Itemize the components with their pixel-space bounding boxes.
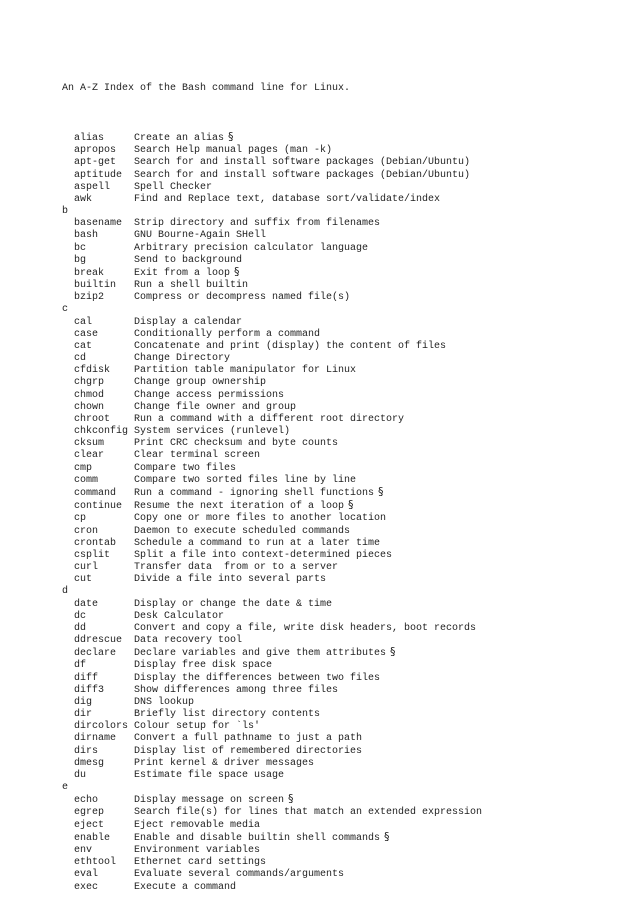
command-description: Conditionally perform a command — [134, 328, 321, 340]
command-entry — [62, 414, 482, 426]
command-name: dd — [74, 622, 87, 634]
command-name: chkconfig — [74, 426, 129, 438]
command-entry — [62, 513, 482, 525]
command-name: aptitude — [74, 169, 123, 181]
command-entry — [62, 402, 482, 414]
command-name: eject — [74, 819, 105, 831]
command-description: Arbitrary precision calculator language — [134, 242, 369, 254]
command-entry — [62, 820, 482, 832]
command-description: Convert a full pathname to just a path — [134, 733, 363, 745]
command-description: Change file owner and group — [134, 401, 297, 413]
command-description: Divide a file into several parts — [134, 574, 327, 586]
command-entry — [62, 721, 482, 733]
command-name: env — [74, 844, 93, 856]
command-entry — [62, 829, 482, 845]
command-description: Show differences among three files — [134, 684, 339, 696]
command-name: echo — [74, 795, 99, 807]
command-name: alias — [74, 133, 105, 145]
command-description: Compare two files — [134, 462, 237, 474]
command-entry — [62, 526, 482, 538]
command-entry — [62, 758, 482, 770]
command-name: chgrp — [74, 377, 105, 389]
command-description: Strip directory and suffix from filenames — [134, 218, 381, 230]
command-name: apt-get — [74, 157, 117, 169]
command-description: Enable and disable builtin shell commands — [134, 832, 381, 844]
command-name: chmod — [74, 389, 105, 401]
command-description: Exit from a loop — [134, 267, 231, 279]
command-name: chown — [74, 401, 105, 413]
command-description: Briefly list directory contents — [134, 709, 321, 721]
command-description: Run a shell builtin — [134, 280, 249, 292]
command-description: Copy one or more files to another location — [134, 513, 387, 525]
command-name: dircolors — [74, 721, 129, 733]
command-description: Run a command - ignoring shell functions — [134, 488, 375, 499]
document-title: An A-Z Index of the Bash command line for Linux. — [62, 83, 351, 95]
command-name: aspell — [74, 181, 111, 193]
command-name: crontab — [74, 537, 117, 549]
command-description: Colour setup for `ls' — [134, 721, 261, 733]
command-entry — [62, 709, 482, 721]
command-entry — [62, 882, 482, 894]
section-letter: e — [62, 782, 69, 794]
command-description: Print CRC checksum and byte counts — [134, 438, 339, 450]
command-description: Search for and install software packages (Debian/Ubuntu) — [134, 169, 471, 181]
command-entry — [62, 550, 482, 562]
builtin-marker-icon: § — [384, 829, 390, 843]
command-entry — [62, 132, 482, 145]
command-entry — [62, 218, 482, 230]
command-entry — [62, 660, 482, 672]
command-name: exec — [74, 881, 99, 893]
command-description: Display free disk space — [134, 660, 273, 672]
command-name: ethtool — [74, 857, 117, 869]
command-name: curl — [74, 562, 99, 574]
command-entry — [62, 599, 482, 611]
command-entry — [62, 487, 482, 500]
command-name: csplit — [74, 549, 111, 561]
command-name: continue — [74, 501, 123, 513]
command-description: Display message on screen — [134, 795, 285, 807]
command-description: Ethernet card settings — [134, 857, 267, 869]
command-description: Send to background — [134, 254, 243, 266]
command-description: Change access permissions — [134, 389, 285, 401]
command-entry — [62, 647, 482, 660]
command-entry — [62, 562, 482, 574]
command-entry — [62, 292, 482, 304]
command-description: Create an alias — [134, 133, 225, 145]
command-description: GNU Bourne-Again SHell — [134, 230, 267, 242]
command-entry — [62, 500, 482, 513]
command-name: cp — [74, 513, 87, 525]
command-description: Transfer data from or to a server — [134, 562, 339, 574]
command-name: cfdisk — [74, 365, 111, 377]
command-description: Convert and copy a file, write disk headers, boot records — [134, 622, 477, 634]
command-name: cut — [74, 574, 93, 586]
command-entry — [62, 538, 482, 550]
command-entry — [62, 574, 482, 586]
command-entry — [62, 857, 482, 869]
section-letter: b — [62, 206, 69, 218]
command-entry — [62, 264, 482, 280]
command-description: Resume the next iteration of a loop — [134, 501, 345, 513]
command-name: chroot — [74, 413, 111, 425]
command-entry — [62, 353, 482, 365]
command-entry — [62, 426, 482, 438]
command-description: Concatenate and print (display) the content of files — [134, 340, 447, 352]
command-name: dc — [74, 610, 87, 622]
command-entry — [62, 869, 482, 881]
command-description: Spell Checker — [134, 181, 213, 193]
command-name: dmesg — [74, 757, 105, 769]
command-description: Execute a command — [134, 881, 237, 893]
command-entry — [62, 685, 482, 697]
builtin-marker-icon: § — [228, 130, 234, 144]
document-page — [62, 59, 482, 906]
command-description: Partition table manipulator for Linux — [134, 365, 357, 377]
command-name: break — [74, 267, 105, 279]
command-entry — [62, 377, 482, 389]
command-description: Eject removable media — [134, 819, 261, 831]
command-description: Run a command with a different root directory — [134, 413, 405, 425]
command-entry — [62, 243, 482, 255]
command-description: Schedule a command to run at a later time — [134, 537, 381, 549]
command-entry — [62, 365, 482, 377]
command-entry — [62, 280, 482, 292]
command-entry — [62, 450, 482, 462]
command-name: cmp — [74, 462, 93, 474]
command-description: Change group ownership — [134, 377, 267, 389]
command-name: diff3 — [74, 684, 105, 696]
command-description: Declare variables and give them attributes — [134, 648, 387, 660]
command-entry — [62, 794, 482, 807]
command-name: declare — [74, 648, 117, 660]
command-description: Data recovery tool — [134, 635, 243, 647]
command-name: dirname — [74, 733, 117, 745]
command-entry — [62, 157, 482, 169]
command-entry — [62, 697, 482, 709]
command-name: apropos — [74, 145, 117, 157]
command-name: cd — [74, 353, 87, 365]
command-name: cat — [74, 340, 93, 352]
builtin-marker-icon: § — [288, 792, 294, 806]
command-name: awk — [74, 193, 93, 205]
command-description: Display the differences between two files — [134, 672, 381, 684]
command-entry — [62, 438, 482, 450]
command-name: builtin — [74, 280, 117, 292]
command-name: case — [74, 328, 99, 340]
command-name: df — [74, 660, 87, 672]
command-description: Compress or decompress named file(s) — [134, 292, 351, 304]
command-entry — [62, 170, 482, 182]
command-name: cron — [74, 525, 99, 537]
command-description: Display a calendar — [134, 316, 243, 328]
command-entry — [62, 255, 482, 267]
command-name: basename — [74, 218, 123, 230]
command-name: comm — [74, 474, 99, 486]
command-description: Compare two sorted files line by line — [134, 474, 357, 486]
command-description: Display list of remembered directories — [134, 745, 363, 757]
command-entry — [62, 770, 482, 782]
command-name: bg — [74, 254, 87, 266]
command-name: bzip2 — [74, 292, 105, 304]
command-entry — [62, 733, 482, 745]
command-description: Evaluate several commands/arguments — [134, 869, 345, 881]
command-entry — [62, 746, 482, 758]
command-description: Desk Calculator — [134, 610, 225, 622]
command-entry — [62, 390, 482, 402]
command-entry — [62, 845, 482, 857]
command-description: Estimate file space usage — [134, 769, 285, 781]
command-entry — [62, 317, 482, 329]
command-name: command — [74, 488, 117, 499]
command-description: Environment variables — [134, 844, 261, 856]
command-name: eval — [74, 869, 99, 881]
command-name: bc — [74, 242, 87, 254]
builtin-marker-icon: § — [390, 645, 396, 659]
command-name: ddrescue — [74, 635, 123, 647]
section-letter: c — [62, 304, 69, 316]
command-name: date — [74, 598, 99, 610]
command-name: dig — [74, 696, 93, 708]
command-entry — [62, 194, 482, 206]
command-name: enable — [74, 832, 111, 844]
command-name: bash — [74, 230, 99, 242]
command-description: Search for and install software packages (Debian/Ubuntu) — [134, 157, 471, 169]
command-name: diff — [74, 672, 99, 684]
command-name: dir — [74, 709, 93, 721]
command-entry — [62, 341, 482, 353]
command-name: dirs — [74, 745, 99, 757]
command-description: DNS lookup — [134, 696, 195, 708]
command-name: clear — [74, 450, 105, 462]
builtin-marker-icon: § — [348, 498, 354, 512]
command-description: Search Help manual pages (man -k) — [134, 145, 333, 157]
command-entry — [62, 463, 482, 475]
command-description: Find and Replace text, database sort/validate/index — [134, 193, 441, 205]
command-entry — [62, 635, 482, 647]
builtin-marker-icon: § — [378, 485, 384, 498]
command-description: Search file(s) for lines that match an extended expression — [134, 807, 483, 819]
command-name: egrep — [74, 807, 105, 819]
command-entry — [62, 230, 482, 242]
section-letter: d — [62, 586, 69, 598]
command-description: Change Directory — [134, 353, 231, 365]
command-entry — [62, 611, 482, 623]
command-description: System services (runlevel) — [134, 426, 291, 438]
command-entry — [62, 475, 482, 487]
command-entry — [62, 623, 482, 635]
command-name: du — [74, 769, 87, 781]
command-name: cksum — [74, 438, 105, 450]
command-description: Display or change the date & time — [134, 598, 333, 610]
command-description: Print kernel & driver messages — [134, 757, 315, 769]
command-entry — [62, 329, 482, 341]
command-name: cal — [74, 316, 93, 328]
command-description: Clear terminal screen — [134, 450, 261, 462]
command-entry — [62, 182, 482, 194]
command-index — [62, 132, 482, 894]
command-entry — [62, 673, 482, 685]
builtin-marker-icon: § — [234, 264, 240, 278]
command-entry — [62, 145, 482, 157]
command-description: Daemon to execute scheduled commands — [134, 525, 351, 537]
command-entry — [62, 807, 482, 819]
command-description: Split a file into context-determined pieces — [134, 549, 393, 561]
